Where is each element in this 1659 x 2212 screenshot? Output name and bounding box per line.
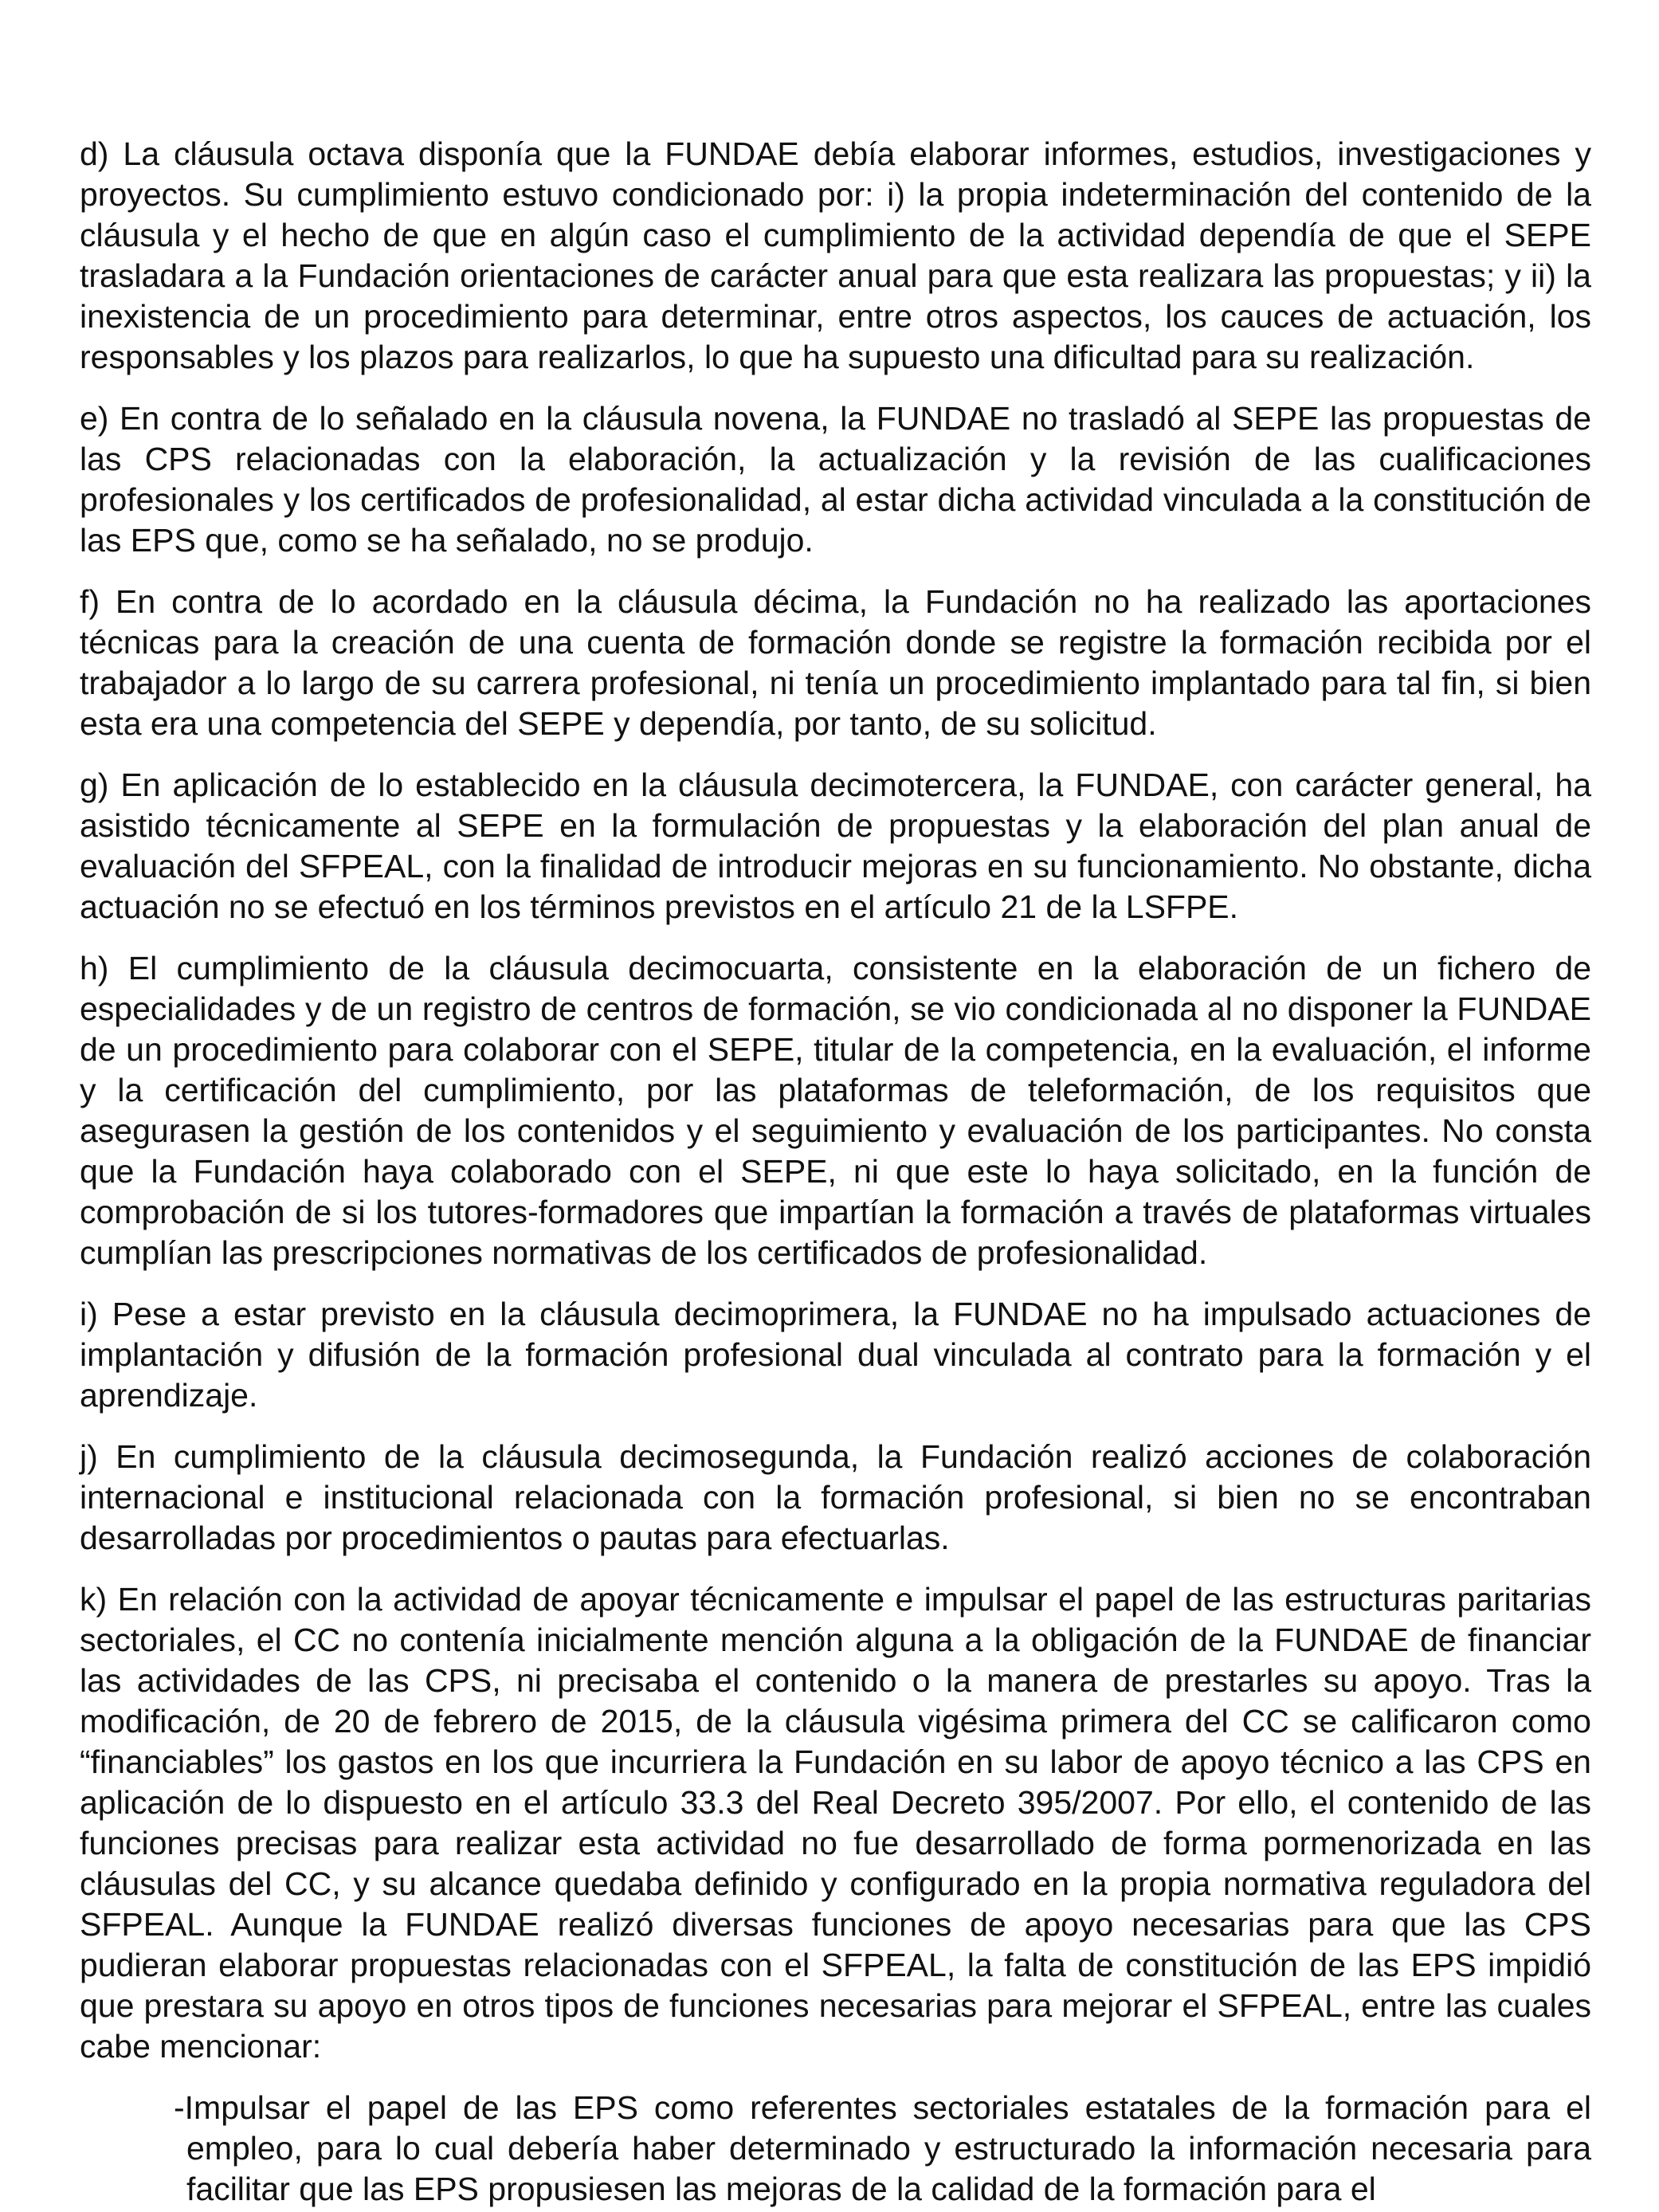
paragraph-k: k) En relación con la actividad de apoyar técnicamente e impulsar el papel de las estructuras paritarias sectoriales, el CC no contenía inicialmente mención alguna a la obligación de la FUNDAE de financiar las actividades de las CPS, ni precisaba el contenido o la manera de prestarles su apoyo. Tras la modificación, de 20 de febrero de 2015, de la cláusula vigésima primera del CC se calificaron como “financiables” los gastos en los que incurriera la Fundación en su labor de apoyo técnico a las CPS en aplicación de lo dispuesto en el artículo 33.3 del Real Decreto 395/2007. Por ello, el contenido de las funciones precisas para realizar esta actividad no fue desarrollado de forma pormenorizada en las cláusulas del CC, y su alcance quedaba definido y configurado en la propia normativa reguladora del SFPEAL. Aunque la FUNDAE realizó diversas funciones de apoyo necesarias para que las CPS pudieran elaborar propuestas relacionadas con el SFPEAL, la falta de constitución de las EPS impidió que prestara su apoyo en otros tipos de funciones necesarias para mejorar el SFPEAL, entre las cuales cabe mencionar: [80,1581,1591,2065]
paragraph-j: j) En cumplimiento de la cláusula decimosegunda, la Fundación realizó acciones de colaboración internacional e institucional relacionada con la formación profesional, si bien no se encontraban desarrolladas por procedimientos o pautas para efectuarlas. [80,1438,1591,1556]
paragraph-e: e) En contra de lo señalado en la cláusula novena, la FUNDAE no trasladó al SEPE las propuestas de las CPS relacionadas con la elaboración, la actualización y la revisión de las cualificaciones profesionales y los certificados de profesionalidad, al estar dicha actividad vinculada a la constitución de las EPS que, como se ha señalado, no se produjo. [80,400,1591,559]
bullet-item: -Impulsar el papel de las EPS como referentes sectoriales estatales de la formación para el empleo, para lo cual debería haber determinado y estructurado la información necesaria para facilitar que las EPS propusiesen las mejoras de la calidad de la formación para el [174,2089,1591,2207]
paragraph-h: h) El cumplimiento de la cláusula decimocuarta, consistente en la elaboración de un fichero de especialidades y de un registro de centros de formación, se vio condicionada al no disponer la FUNDAE de un procedimiento para colaborar con el SEPE, titular de la competencia, en la evaluación, el informe y la certificación del cumplimiento, por las plataformas de teleformación, de los requisitos que asegurasen la gestión de los contenidos y el seguimiento y evaluación de los participantes. No consta que la Fundación haya colaborado con el SEPE, ni que este lo haya solicitado, en la función de comprobación de si los tutores-formadores que impartían la formación a través de plataformas virtuales cumplían las prescripciones normativas de los certificados de profesionalidad. [80,950,1591,1271]
paragraph-i: i) Pese a estar previsto en la cláusula decimoprimera, la FUNDAE no ha impulsado actuaciones de implantación y difusión de la formación profesional dual vinculada al contrato para la formación y el aprendizaje. [80,1296,1591,1414]
paragraph-f: f) En contra de lo acordado en la cláusula décima, la Fundación no ha realizado las aportaciones técnicas para la creación de una cuenta de formación donde se registre la formación recibida por el trabajador a lo largo de su carrera profesional, ni tenía un procedimiento implantado para tal fin, si bien esta era una competencia del SEPE y dependía, por tanto, de su solicitud. [80,583,1591,742]
paragraph-d: d) La cláusula octava disponía que la FUNDAE debía elaborar informes, estudios, investigaciones y proyectos. Su cumplimiento estuvo condicionado por: i) la propia indeterminación del contenido de la cláusula y el hecho de que en algún caso el cumplimiento de la actividad dependía de que el SEPE trasladara a la Fundación orientaciones de carácter anual para que esta realizara las propuestas; y ii) la inexistencia de un procedimiento para determinar, entre otros aspectos, los cauces de actuación, los responsables y los plazos para realizarlos, lo que ha supuesto una dificultad para su realización. [80,135,1591,375]
document-page [80,134,1591,2210]
paragraph-g: g) En aplicación de lo establecido en la cláusula decimotercera, la FUNDAE, con carácter general, ha asistido técnicamente al SEPE en la formulación de propuestas y la elaboración del plan anual de evaluación del SFPEAL, con la finalidad de introducir mejoras en su funcionamiento. No obstante, dicha actuación no se efectuó en los términos previstos en el artículo 21 de la LSFPE. [80,767,1591,925]
